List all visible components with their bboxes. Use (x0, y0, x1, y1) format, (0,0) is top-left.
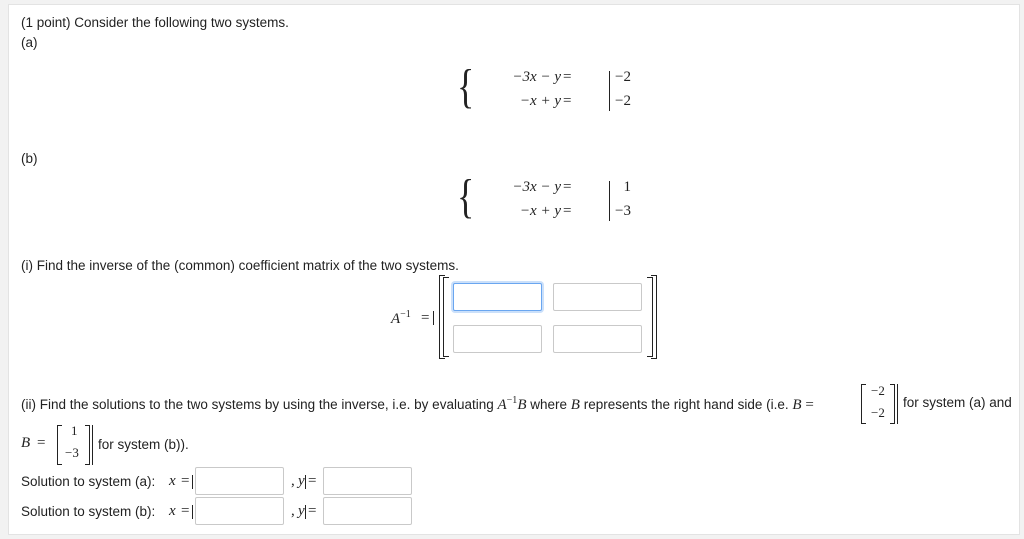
question-ii-b2: B (570, 397, 580, 413)
vec-b-bracket-left (57, 425, 62, 465)
system-b-row-2 (475, 203, 645, 223)
inverse-equals: = (421, 310, 430, 326)
vec-a-bottom: −2 (871, 405, 885, 420)
matrix-bracket-left-inner (443, 277, 449, 357)
vec-b-bar (92, 425, 93, 465)
matrix-input-r2c2[interactable] (553, 325, 642, 353)
system-a (457, 60, 657, 113)
inverse-a: A (391, 311, 401, 327)
solution-a-y-cursor (305, 475, 306, 489)
matrix-input-r1c2[interactable] (553, 283, 642, 311)
solution-a-y-label: y (298, 473, 305, 489)
system-a-row-1-eq: = (563, 69, 572, 85)
inverse-label (391, 309, 411, 328)
problem-header: (1 point) Consider the following two systems. (21, 15, 289, 30)
question-ii-part1: (ii) Find the solutions to the two systems by using the inverse, i.e. by evaluating (21, 397, 494, 412)
solution-b-x-input[interactable] (195, 497, 284, 525)
question-ii-expr-a (498, 397, 527, 413)
question-ii-part2: where (530, 397, 568, 412)
solution-a-sep: , (291, 473, 295, 489)
b-label: B (21, 435, 31, 451)
system-b-row-1-rhs: 1 (623, 179, 631, 195)
system-b-bar (609, 181, 610, 221)
vec-b-top: 1 (71, 423, 78, 438)
solution-b-x-cursor (192, 505, 193, 519)
vec-b-bottom: −3 (65, 445, 79, 460)
system-a-row-1 (475, 69, 645, 89)
system-a-row-1-rhs: −2 (615, 69, 631, 85)
system-a-brace: { (457, 60, 475, 113)
inverse-cursor (433, 311, 434, 325)
question-ii (21, 395, 814, 414)
system-a-row-2-lhs: −x + y (519, 93, 561, 109)
b-eq: = (37, 435, 46, 451)
solution-b-y-eq: = (308, 503, 317, 519)
solution-b-y-cursor (305, 505, 306, 519)
solution-a-x-eq: = (181, 473, 190, 489)
matrix-input-r1c1[interactable] (453, 283, 542, 311)
question-ii-b3: B (792, 397, 802, 413)
vec-a-top: −2 (871, 383, 885, 398)
problem-panel (8, 4, 1020, 535)
matrix-bracket-right-outer (651, 275, 657, 359)
solution-b-y-label: y (298, 503, 305, 519)
solution-b-x-label: x (169, 503, 176, 519)
solution-b-label: Solution to system (b): (21, 504, 156, 519)
system-b-row-1 (475, 179, 645, 199)
system-a-row-2-eq: = (563, 93, 572, 109)
solution-b-y-input[interactable] (323, 497, 412, 525)
system-b-row-1-lhs: −3x − y (512, 179, 561, 195)
solution-a-x-cursor (192, 475, 193, 489)
part-a-label: (a) (21, 35, 38, 50)
question-i: (i) Find the inverse of the (common) coefficient matrix of the two systems. (21, 258, 459, 273)
solution-a-x-label: x (169, 473, 176, 489)
system-b (457, 170, 657, 223)
solution-a-label: Solution to system (a): (21, 474, 156, 489)
matrix-input-r2c1[interactable] (453, 325, 542, 353)
system-a-row-1-lhs: −3x − y (512, 69, 561, 85)
system-b-row-2-eq: = (563, 203, 572, 219)
vec-b-bracket-right (85, 425, 90, 465)
vec-a-bar (897, 384, 898, 424)
system-a-bar (609, 71, 610, 111)
solution-a-x-input[interactable] (195, 467, 284, 495)
system-b-row-1-eq: = (563, 179, 572, 195)
part-b-label: (b) (21, 151, 38, 166)
system-b-row-2-lhs: −x + y (519, 203, 561, 219)
question-ii-b: B (517, 397, 527, 413)
question-ii-eq: = (805, 397, 814, 413)
system-b-brace: { (457, 170, 475, 223)
system-a-row-2-rhs: −2 (615, 93, 631, 109)
vec-a-bracket-right (890, 384, 895, 424)
vec-a-bracket-left (861, 384, 866, 424)
solution-b-sep: , (291, 503, 295, 519)
question-ii-a: A (497, 397, 507, 413)
system-a-row-2 (475, 93, 645, 113)
question-ii-part3: represents the right hand side (i.e. (583, 397, 789, 412)
solution-a-y-eq: = (308, 473, 317, 489)
question-ii-part5: for system (b)). (98, 437, 189, 452)
solution-a-y-input[interactable] (323, 467, 412, 495)
question-ii-part4: for system (a) and (903, 395, 1012, 410)
inverse-exponent: −1 (400, 309, 411, 320)
solution-b-x-eq: = (181, 503, 190, 519)
system-b-row-2-rhs: −3 (615, 203, 631, 219)
question-ii-exponent: −1 (506, 395, 518, 406)
